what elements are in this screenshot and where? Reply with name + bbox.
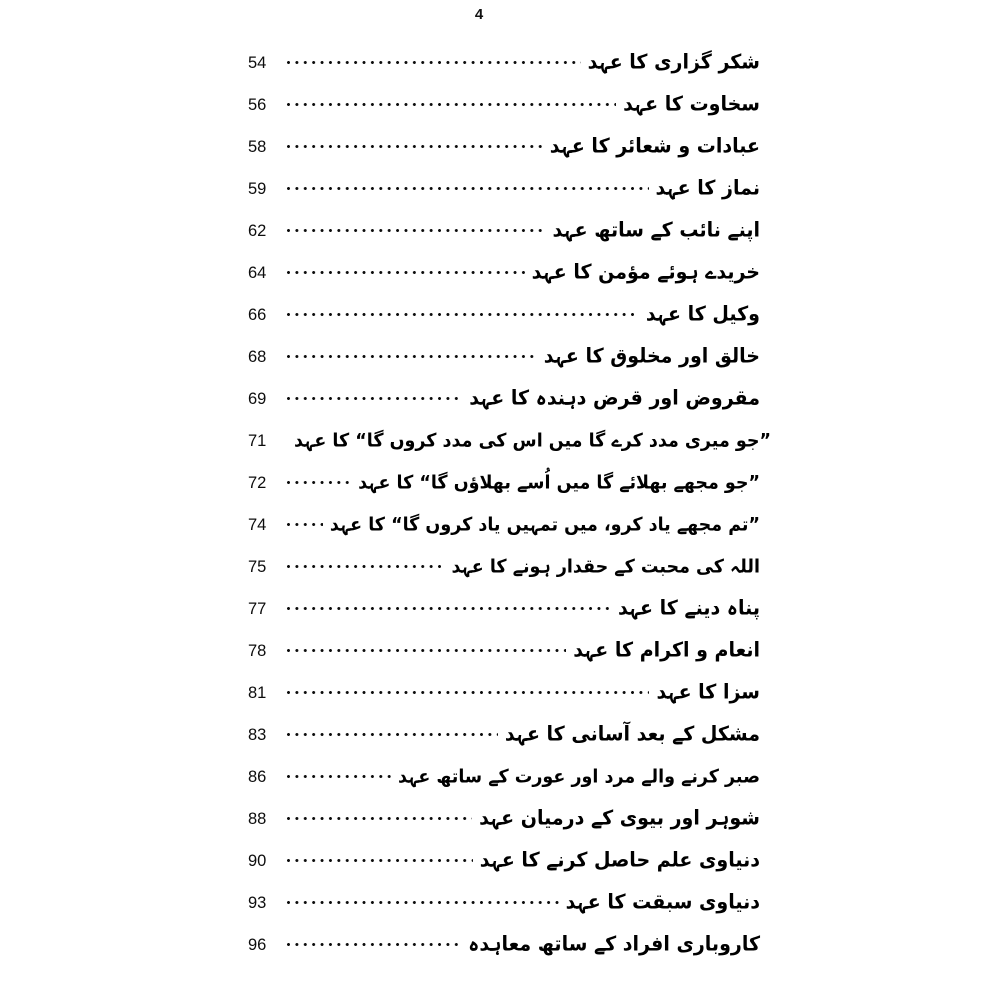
toc-entry-title: مقروض اور قرض دہندہ کا عہد [469,386,760,410]
toc-entry-page-number: 81 [248,684,267,702]
toc-entry[interactable] [248,640,760,682]
toc-dot-leader [287,640,566,656]
toc-dot-leader [287,52,581,68]
toc-dot-leader [287,136,543,152]
toc-entry[interactable] [248,220,760,262]
toc-dot-leader [287,556,444,572]
toc-entry-page-number: 69 [248,390,267,408]
toc-entry-page-number: 62 [248,222,267,240]
toc-entry-page-number: 68 [248,348,267,366]
toc-entry-title: شوہر اور بیوی کے درمیان عہد [479,806,760,830]
toc-entry-page-number: 75 [248,558,267,576]
toc-entry[interactable] [248,598,760,640]
toc-entry[interactable] [248,430,771,472]
toc-entry-title: ”تم مجھے یاد کرو، میں تمہیں یاد کروں گا“ کا عہد [329,514,760,536]
toc-entry-page-number: 77 [248,600,267,618]
toc-entry-page-number: 66 [248,306,267,324]
toc-entry-title: صبر کرنے والے مرد اور عورت کے ساتھ عہد [397,766,760,788]
toc-entry[interactable] [248,304,760,346]
toc-entry-title: پناہ دینے کا عہد [617,596,760,620]
toc-entry-page-number: 56 [248,96,267,114]
toc-entry-page-number: 86 [248,768,267,786]
toc-entry[interactable] [248,472,760,514]
toc-entry[interactable] [248,556,760,598]
toc-entry[interactable] [248,682,760,724]
toc-dot-leader [287,178,649,194]
toc-entry[interactable] [248,808,760,850]
toc-entry-title: اپنے نائب کے ساتھ عہد [552,218,760,242]
toc-entry-title: شکر گزاری کا عہد [587,50,760,74]
toc-entry-title: دنیاوی علم حاصل کرنے کا عہد [479,848,760,872]
toc-dot-leader [287,304,639,320]
toc-entry-page-number: 93 [248,894,267,912]
toc-entry-title: ”جو مجھے بھلائے گا میں اُسے بھلاؤں گا“ کا عہد [358,472,760,494]
toc-dot-leader [287,808,472,824]
toc-entry-page-number: 83 [248,726,267,744]
toc-entry-title: ”جو میری مدد کرے گا میں اس کی مدد کروں گا“ کا عہد [294,430,771,452]
toc-entry-title: اللہ کی محبت کے حقدار ہونے کا عہد [451,556,760,578]
toc-dot-leader [287,766,391,782]
toc-entry-page-number: 78 [248,642,267,660]
toc-dot-leader [287,598,611,614]
toc-entry-page-number: 90 [248,852,267,870]
toc-dot-leader [287,388,462,404]
toc-entry-page-number: 64 [248,264,267,282]
toc-entry[interactable] [248,136,760,178]
toc-entry-title: نماز کا عہد [655,176,760,200]
toc-entry-title: عبادات و شعائر کا عہد [549,134,760,158]
toc-entry-title: کاروباری افراد کے ساتھ معاہدہ [468,932,760,956]
toc-entry[interactable] [248,724,760,766]
toc-entry[interactable] [248,388,760,430]
toc-entry-page-number: 88 [248,810,267,828]
toc-entry-page-number: 74 [248,516,267,534]
toc-entry-title: دنیاوی سبقت کا عہد [565,890,760,914]
toc-dot-leader [287,892,559,908]
toc-entry[interactable] [248,514,760,556]
toc-dot-leader [287,934,461,950]
toc-dot-leader [287,346,537,362]
toc-entry-page-number: 59 [248,180,267,198]
toc-entry-page-number: 58 [248,138,267,156]
toc-dot-leader [287,94,616,110]
toc-dot-leader [287,472,351,488]
page-folio-number: 4 [474,6,484,23]
toc-entry[interactable] [248,178,760,220]
toc-entry[interactable] [248,94,760,136]
toc-entry-page-number: 72 [248,474,267,492]
toc-entry-title: انعام و اکرام کا عہد [573,638,760,662]
toc-entry-title: سزا کا عہد [656,680,760,704]
toc-entry[interactable] [248,346,760,388]
toc-entry[interactable] [248,262,760,304]
toc-dot-leader [287,220,546,236]
table-of-contents-list [248,50,771,976]
toc-entry-title: خریدے ہوئے مؤمن کا عہد [531,260,760,284]
toc-entry-title: مشکل کے بعد آسانی کا عہد [504,722,760,746]
toc-entry-title: وکیل کا عہد [645,302,760,326]
toc-entry[interactable] [248,850,760,892]
toc-entry-page-number: 54 [248,54,267,72]
toc-entry-title: سخاوت کا عہد [623,92,760,116]
toc-entry[interactable] [248,52,760,94]
toc-entry[interactable] [248,892,760,934]
toc-entry[interactable] [248,766,760,808]
toc-entry[interactable] [248,934,760,976]
toc-dot-leader [287,514,323,530]
toc-entry-page-number: 96 [248,936,267,954]
toc-entry-title: خالق اور مخلوق کا عہد [543,344,760,368]
toc-dot-leader [287,262,525,278]
toc-entry-page-number: 71 [248,432,267,450]
toc-dot-leader [287,682,649,698]
toc-dot-leader [287,724,498,740]
toc-dot-leader [287,850,473,866]
